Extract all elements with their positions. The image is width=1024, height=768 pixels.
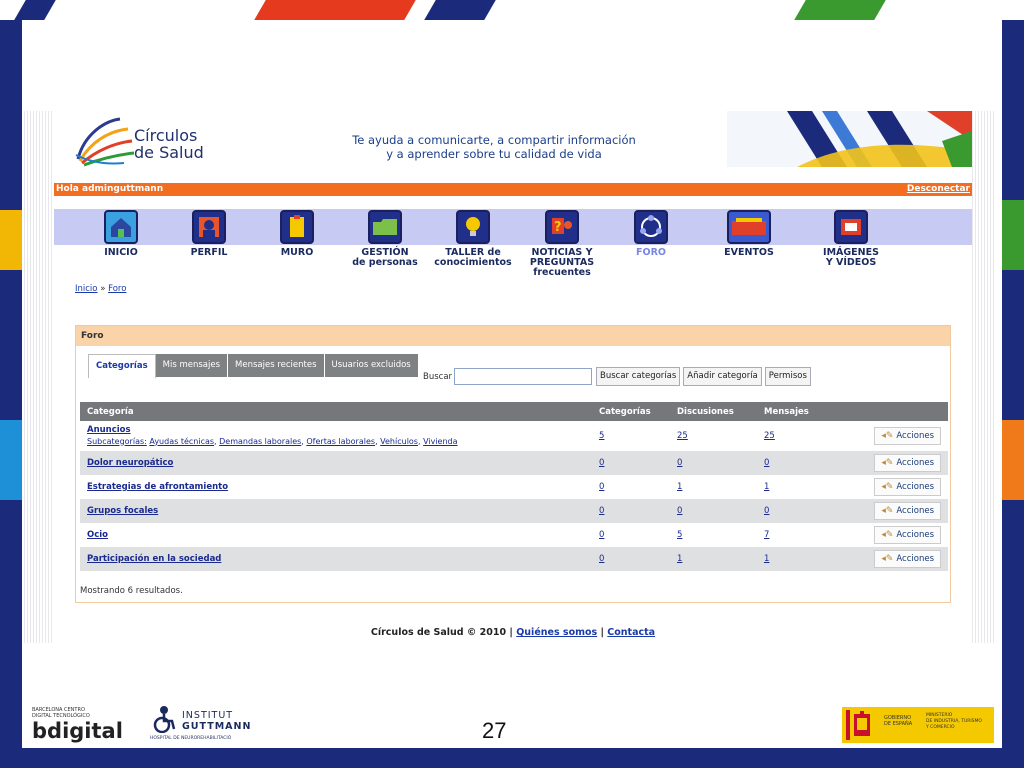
wrench-icon: ◂✎: [881, 530, 894, 540]
col-categoria: Categoría: [80, 402, 592, 421]
logo-line2: de Salud: [134, 143, 204, 162]
ministry-line2: DE INDUSTRIA, TURISMO: [926, 719, 982, 724]
slide-stripe-left-blue: [0, 420, 22, 500]
slide-top-shape: [424, 0, 496, 20]
media-icon: [834, 210, 868, 244]
nav-label-line1: TALLER de: [445, 247, 501, 258]
category-link[interactable]: Estrategias de afrontamiento: [87, 482, 229, 492]
wrench-icon: ◂✎: [881, 431, 894, 441]
category-link[interactable]: Anuncios: [87, 424, 131, 435]
slogan-line1: Te ayuda a comunicarte, a compartir información: [352, 133, 636, 147]
tab-mensajes-recientes[interactable]: Mensajes recientes: [228, 354, 325, 377]
tab-mis-mensajes[interactable]: Mis mensajes: [156, 354, 228, 377]
category-link[interactable]: Grupos focales: [87, 506, 159, 516]
search-label: Buscar: [423, 371, 453, 382]
actions-button[interactable]: [874, 427, 941, 445]
table-row: [80, 523, 948, 547]
slide-top-shape: [794, 0, 886, 20]
user-bar: [54, 183, 972, 196]
messages-count-link[interactable]: 0: [764, 458, 770, 468]
nav-item-gestion[interactable]: [340, 210, 430, 268]
lightbulb-icon: [456, 210, 490, 244]
subcategory-link[interactable]: Vehículos: [380, 436, 418, 446]
categories-count-link[interactable]: 0: [599, 554, 605, 564]
profile-icon: [192, 210, 226, 244]
table-row: [80, 475, 948, 499]
add-category-button[interactable]: Añadir categoría: [683, 367, 761, 386]
calendar-icon: [727, 210, 771, 244]
nav-label-line3: frecuentes: [533, 267, 591, 278]
category-link[interactable]: Ocio: [87, 530, 109, 540]
col-mensajes: Mensajes: [757, 402, 855, 421]
categories-count-link[interactable]: 0: [599, 482, 605, 492]
actions-label: Acciones: [896, 482, 934, 492]
bdigital-wordmark: bdigital: [32, 719, 123, 743]
results-count: Mostrando 6 resultados.: [80, 586, 183, 596]
categories-count-link[interactable]: 0: [599, 506, 605, 516]
nav-item-inicio[interactable]: [76, 210, 166, 258]
discussions-count-link[interactable]: 25: [677, 431, 688, 441]
actions-label: Acciones: [896, 431, 934, 441]
panel-title: Foro: [76, 326, 950, 346]
messages-count-link[interactable]: 0: [764, 506, 770, 516]
web-page: [54, 111, 972, 643]
banner-graphic-icon: [727, 111, 972, 167]
messages-count-link[interactable]: 25: [764, 431, 775, 441]
notepad-icon: [280, 210, 314, 244]
guttmann-name: [182, 710, 251, 732]
table-row: [80, 499, 948, 523]
ministry-line3: Y COMERCIO: [926, 725, 955, 730]
search-categories-button[interactable]: Buscar categorías: [596, 367, 680, 386]
actions-button[interactable]: [874, 502, 941, 520]
actions-label: Acciones: [896, 458, 934, 468]
messages-count-link[interactable]: 1: [764, 554, 770, 564]
table-header-row: [80, 402, 948, 421]
category-link[interactable]: Dolor neuropático: [87, 458, 174, 468]
slide-number: 27: [482, 718, 507, 743]
nav-item-taller[interactable]: [428, 210, 518, 268]
guttmann-line1: INSTITUT: [182, 710, 234, 721]
nav-item-noticias[interactable]: [517, 210, 607, 278]
guttmann-subtitle: HOSPITAL DE NEUROREHABILITACIÓ: [150, 736, 232, 741]
wrench-icon: ◂✎: [881, 506, 894, 516]
slide-stripe-right: [1002, 0, 1024, 768]
circles-logo-icon: [74, 115, 136, 167]
discussions-count-link[interactable]: 1: [677, 482, 683, 492]
messages-count-link[interactable]: 7: [764, 530, 770, 540]
nav-label: PERFIL: [190, 247, 228, 258]
nav-item-imagenes[interactable]: [806, 210, 896, 268]
gov-line2: DE ESPAÑA: [884, 721, 913, 727]
subcategories-label[interactable]: Subcategorías:: [87, 436, 147, 446]
nav-item-eventos[interactable]: [704, 210, 794, 258]
col-discusiones: Discusiones: [670, 402, 757, 421]
actions-button[interactable]: [874, 478, 941, 496]
ministry-line1: MINISTERIO: [926, 713, 953, 718]
header-banner-art: [727, 111, 972, 167]
breadcrumb-home-link[interactable]: Inicio: [75, 284, 98, 294]
gov-line1: GOBIERNO: [884, 715, 912, 721]
svg-text:?: ?: [554, 220, 562, 235]
nav-label: [806, 248, 896, 268]
messages-count-link[interactable]: 1: [764, 482, 770, 492]
actions-button[interactable]: [874, 526, 941, 544]
discussions-count-link[interactable]: 5: [677, 530, 683, 540]
categories-count-link[interactable]: 0: [599, 458, 605, 468]
gov-text: [884, 715, 912, 727]
logo-line1: Círculos: [134, 126, 198, 145]
guttmann-line2: GUTTMANN: [182, 721, 252, 732]
guttmann-logo: [150, 705, 260, 745]
actions-button[interactable]: [874, 454, 941, 472]
house-icon: [104, 210, 138, 244]
table-row: [80, 451, 948, 475]
nav-item-muro[interactable]: [252, 210, 342, 258]
slide-stripe-left-yellow: [0, 210, 22, 270]
user-greeting: Hola adminguttmann: [56, 184, 164, 194]
subcategories: Subcategorías: Ayudas técnicas, Demandas laborales, Ofertas laborales, Vehículos, Vivienda: [87, 436, 458, 446]
nav-label-line2: Y VÍDEOS: [825, 257, 877, 268]
actions-label: Acciones: [896, 554, 934, 564]
footer-about-link[interactable]: Quiénes somos: [516, 627, 598, 638]
slide-top-shape: [254, 0, 416, 20]
nav-label-line1: IMÁGENES: [823, 247, 879, 258]
nav-label-line2: PREGUNTAS: [529, 257, 595, 268]
slide-stripe-left: [0, 0, 22, 768]
slide-stripe-right-orange: [1002, 420, 1024, 500]
wheelchair-icon: [150, 705, 178, 733]
categories-count-link[interactable]: 0: [599, 530, 605, 540]
nav-label: EVENTOS: [724, 247, 774, 258]
wrench-icon: ◂✎: [881, 482, 894, 492]
nav-label: [517, 248, 607, 278]
category-link[interactable]: Participación en la sociedad: [87, 554, 222, 564]
site-logo[interactable]: [74, 111, 224, 171]
permissions-button[interactable]: Permisos: [765, 367, 811, 386]
nav-item-foro[interactable]: [606, 210, 696, 258]
ministry-text: [926, 713, 982, 731]
tab-usuarios-excluidos[interactable]: Usuarios excluidos: [325, 354, 419, 377]
forum-icon: [634, 210, 668, 244]
tab-categorias[interactable]: Categorías: [88, 354, 156, 378]
nav-label-line2: conocimientos: [434, 257, 512, 268]
nav-label: MURO: [280, 247, 314, 258]
logo-text: [134, 127, 204, 161]
nav-label-line1: GESTIÓN: [361, 247, 409, 258]
question-icon: [545, 210, 579, 244]
folder-icon: [368, 210, 402, 244]
col-categorias: Categorías: [592, 402, 670, 421]
discussions-count-link[interactable]: 1: [677, 554, 683, 564]
screenshot-frame: [24, 111, 996, 643]
forum-tabs: [88, 354, 419, 378]
forum-panel: [75, 325, 951, 603]
col-actions: [855, 402, 948, 421]
nav-label: FORO: [636, 247, 666, 258]
nav-item-perfil[interactable]: [164, 210, 254, 258]
site-footer: [54, 627, 972, 638]
slide-stripe-right-green: [1002, 200, 1024, 270]
coat-of-arms-icon: [846, 710, 876, 740]
actions-button[interactable]: [874, 550, 941, 568]
categories-count-link[interactable]: 5: [599, 431, 605, 441]
discussions-count-link[interactable]: 0: [677, 458, 683, 468]
wrench-icon: ◂✎: [881, 458, 894, 468]
discussions-count-link[interactable]: 0: [677, 506, 683, 516]
nav-label: [340, 248, 430, 268]
nav-label-line2: de personas: [352, 257, 418, 268]
nav-label: INICIO: [104, 247, 138, 258]
search-input[interactable]: [454, 368, 592, 385]
table-row: [80, 547, 948, 571]
government-logo: [842, 707, 994, 743]
site-slogan: [334, 133, 654, 161]
bdigital-small-line2: DIGITAL TECNOLÓGICO: [32, 713, 90, 719]
subcategory-link[interactable]: Vivienda: [423, 436, 458, 446]
bdigital-small-line1: BARCELONA CENTRO: [32, 707, 85, 713]
actions-label: Acciones: [896, 530, 934, 540]
actions-label: Acciones: [896, 506, 934, 516]
subcategory-link[interactable]: Ayudas técnicas: [149, 436, 215, 446]
slogan-line2: y a aprender sobre tu calidad de vida: [386, 147, 602, 161]
breadcrumb: [75, 284, 126, 294]
breadcrumb-current-link[interactable]: Foro: [108, 284, 127, 294]
footer-contact-link[interactable]: Contacta: [607, 627, 656, 638]
nav-label-line1: NOTICIAS Y: [531, 247, 593, 258]
subcategory-link[interactable]: Ofertas laborales: [306, 436, 376, 446]
categories-table: [80, 402, 948, 571]
footer-separator: |: [600, 627, 604, 638]
footer-copyright: Círculos de Salud © 2010 |: [370, 627, 513, 638]
bdigital-logo: [32, 707, 122, 747]
logout-link[interactable]: Desconectar: [906, 184, 970, 194]
nav-label: [428, 248, 518, 268]
search-row: [423, 367, 811, 386]
slide-bottom-band: [0, 748, 1024, 768]
breadcrumb-separator: »: [100, 284, 106, 294]
subcategory-link[interactable]: Demandas laborales: [219, 436, 302, 446]
wrench-icon: ◂✎: [881, 554, 894, 564]
table-row: [80, 421, 948, 451]
